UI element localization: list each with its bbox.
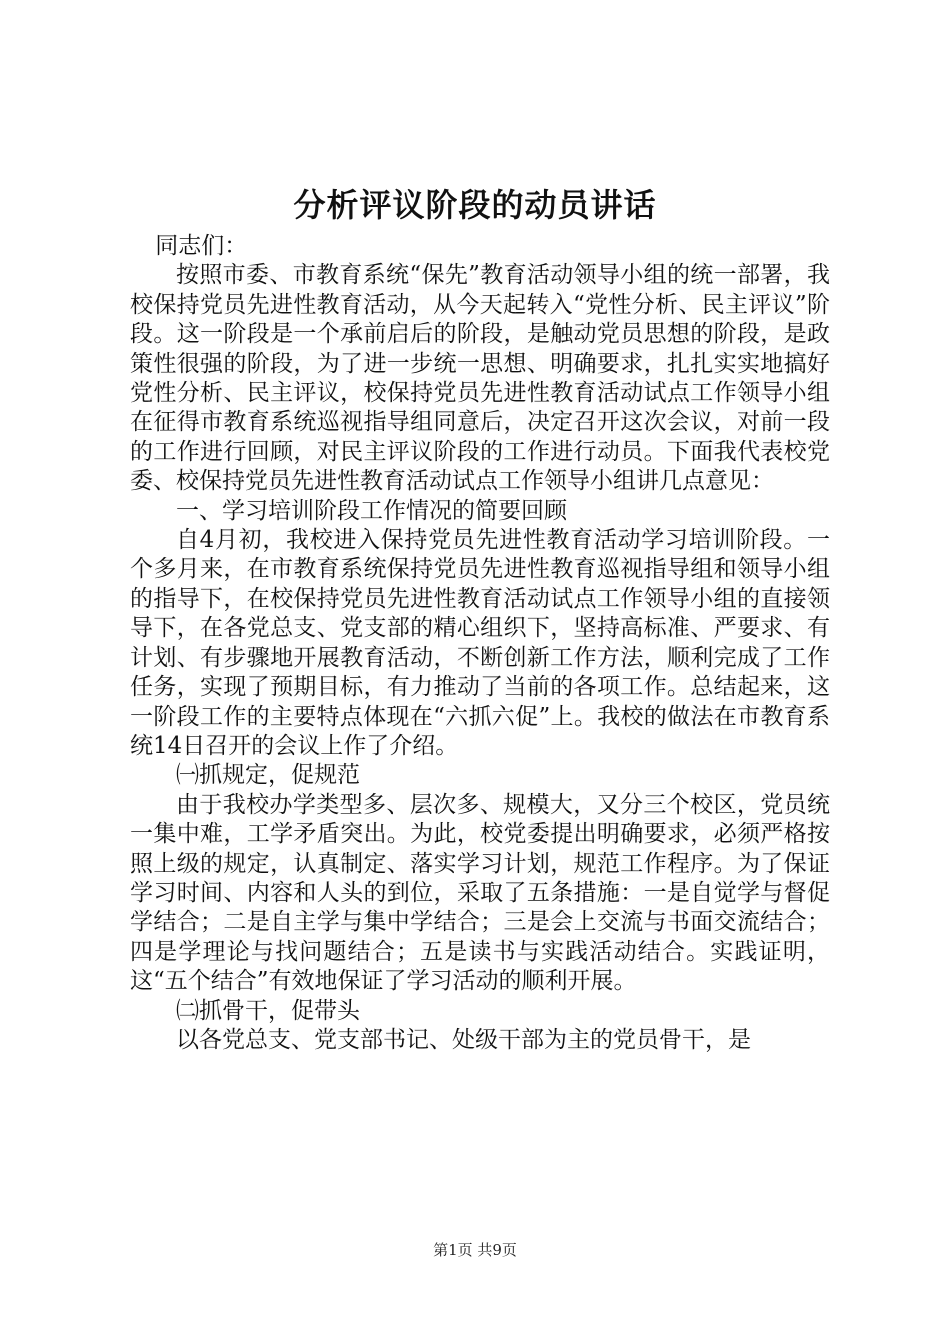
- section-heading: 一、学习培训阶段工作情况的简要回顾: [176, 497, 567, 524]
- page-footer: 第1页 共9页: [433, 1241, 517, 1259]
- document-title: 分析评议阶段的动员讲话: [293, 186, 657, 224]
- paragraph: 自4月初，我校进入保持党员先进性教育活动学习培训阶段。一个多月来，在市教育系统保持党员先进性教育巡视指导组和领导小组的指导下，在校保持党员先进性教育活动试点工作领导小组的直接领导下，在各党总支、党支部的精心组织下，坚持高标准、严要求、有计划、有步骤地开展教育活动，不断创新工作方法，顺利完成了工作任务，实现了预期目标，有力推动了当前的各项工作。总结起来，这一阶段工作的主要特点体现在“六抓六促”上。我校的做法在市教育系统14日召开的会议上作了介绍。: [130, 527, 830, 759]
- subsection-heading: ㈠抓规定，促规范: [176, 762, 360, 789]
- paragraph: 由于我校办学类型多、层次多、规模大，又分三个校区，党员统一集中难，工学矛盾突出。为此，校党委提出明确要求，必须严格按照上级的规定，认真制定、落实学习计划，规范工作程序。为了保证学习时间、内容和人头的到位，采取了五条措施：一是自觉学与督促学结合；二是自主学与集中学结合；三是会上交流与书面交流结合；四是学理论与找问题结合；五是读书与实践活动结合。实践证明，这“五个结合”有效地保证了学习活动的顺利开展。: [130, 791, 830, 995]
- document-body: [130, 232, 830, 1055]
- paragraph: 按照市委、市教育系统“保先”教育活动领导小组的统一部署，我校保持党员先进性教育活动，从今天起转入“党性分析、民主评议”阶段。这一阶段是一个承前启后的阶段，是触动党员思想的阶段，是政策性很强的阶段，为了进一步统一思想、明确要求，扎扎实实地搞好党性分析、民主评议，校保持党员先进性教育活动试点工作领导小组在征得市教育系统巡视指导组同意后，决定召开这次会议，对前一段的工作进行回顾，对民主评议阶段的工作进行动员。下面我代表校党委、校保持党员先进性教育活动试点工作领导小组讲几点意见：: [130, 262, 830, 495]
- paragraph: 以各党总支、党支部书记、处级干部为主的党员骨干，是: [176, 1026, 751, 1053]
- subsection-heading: ㈡抓骨干，促带头: [176, 997, 360, 1024]
- salutation: 同志们：: [155, 233, 248, 259]
